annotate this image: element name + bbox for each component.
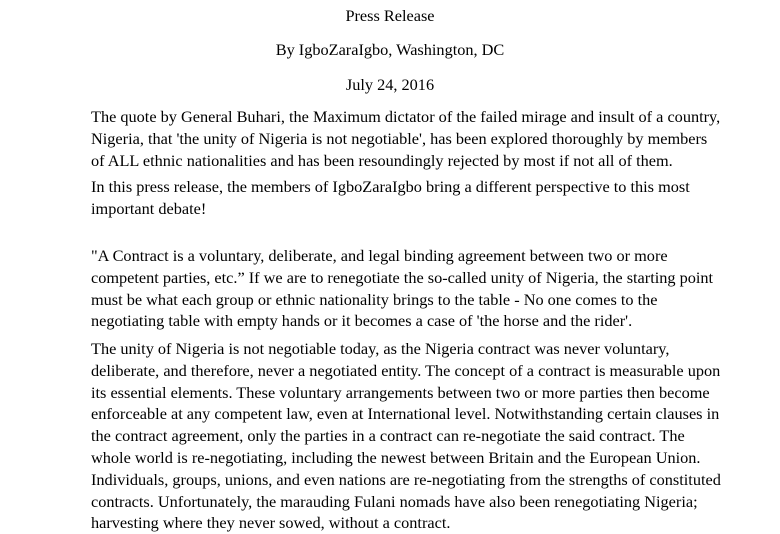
paragraph-line: competent parties, etc.” If we are to renegotiate the so-called unity of Nigeria, the starting point (91, 267, 714, 287)
document-date: July 24, 2016 (345, 75, 435, 94)
document-title: Press Release (345, 6, 435, 25)
paragraph-line: deliberate, and therefore, never a negotiated entity. The concept of a contract is measurable upon (91, 360, 721, 380)
paragraph-line: its essential elements. These voluntary arrangements between two or more parties then become (91, 382, 710, 402)
paragraph-line: The unity of Nigeria is not negotiable today, as the Nigeria contract was never voluntary, (91, 339, 670, 358)
paragraph-4 (91, 338, 721, 534)
paragraph-2 (91, 176, 711, 220)
paragraph-line: the contract agreement, only the parties in a contract can re-negotiate the said contract. The (91, 426, 685, 446)
paragraph-line: enforceable at any competent law, even at International level. Notwithstanding certain clauses in (91, 404, 720, 424)
paragraph-line: The quote by General Buhari, the Maximum dictator of the failed mirage and insult of a country, (91, 107, 721, 126)
paragraph-line: important debate! (91, 198, 207, 218)
paragraph-line: must be what each group or ethnic nationality brings to the table - No one comes to the (91, 289, 658, 309)
paragraph-line: harvesting where they never sowed, without a contract. (91, 513, 451, 533)
document-byline: By IgboZaraIgbo, Washington, DC (275, 40, 505, 59)
paragraph-3 (91, 245, 714, 332)
paragraph-line: Individuals, groups, unions, and even nations are re-negotiating from the strengths of constituted (91, 469, 721, 489)
paragraph-line: In this press release, the members of IgboZaraIgbo bring a different perspective to this most (91, 177, 690, 196)
paragraph-line: whole world is re-negotiating, including the newest between Britain and the European Union. (91, 447, 701, 467)
paragraph-1 (91, 106, 721, 171)
paragraph-line: Nigeria, that 'the unity of Nigeria is not negotiable', has been explored thoroughly by members (91, 128, 708, 148)
paragraph-line: "A Contract is a voluntary, deliberate, and legal binding agreement between two or more (91, 246, 668, 265)
paragraph-line: of ALL ethnic nationalities and has been resoundingly rejected by most if not all of them. (91, 150, 673, 170)
paragraph-line: negotiating table with empty hands or it becomes a case of 'the horse and the rider'. (91, 311, 633, 331)
paragraph-line: contracts. Unfortunately, the marauding Fulani nomads have also been renegotiating Nigeria; (91, 491, 698, 511)
